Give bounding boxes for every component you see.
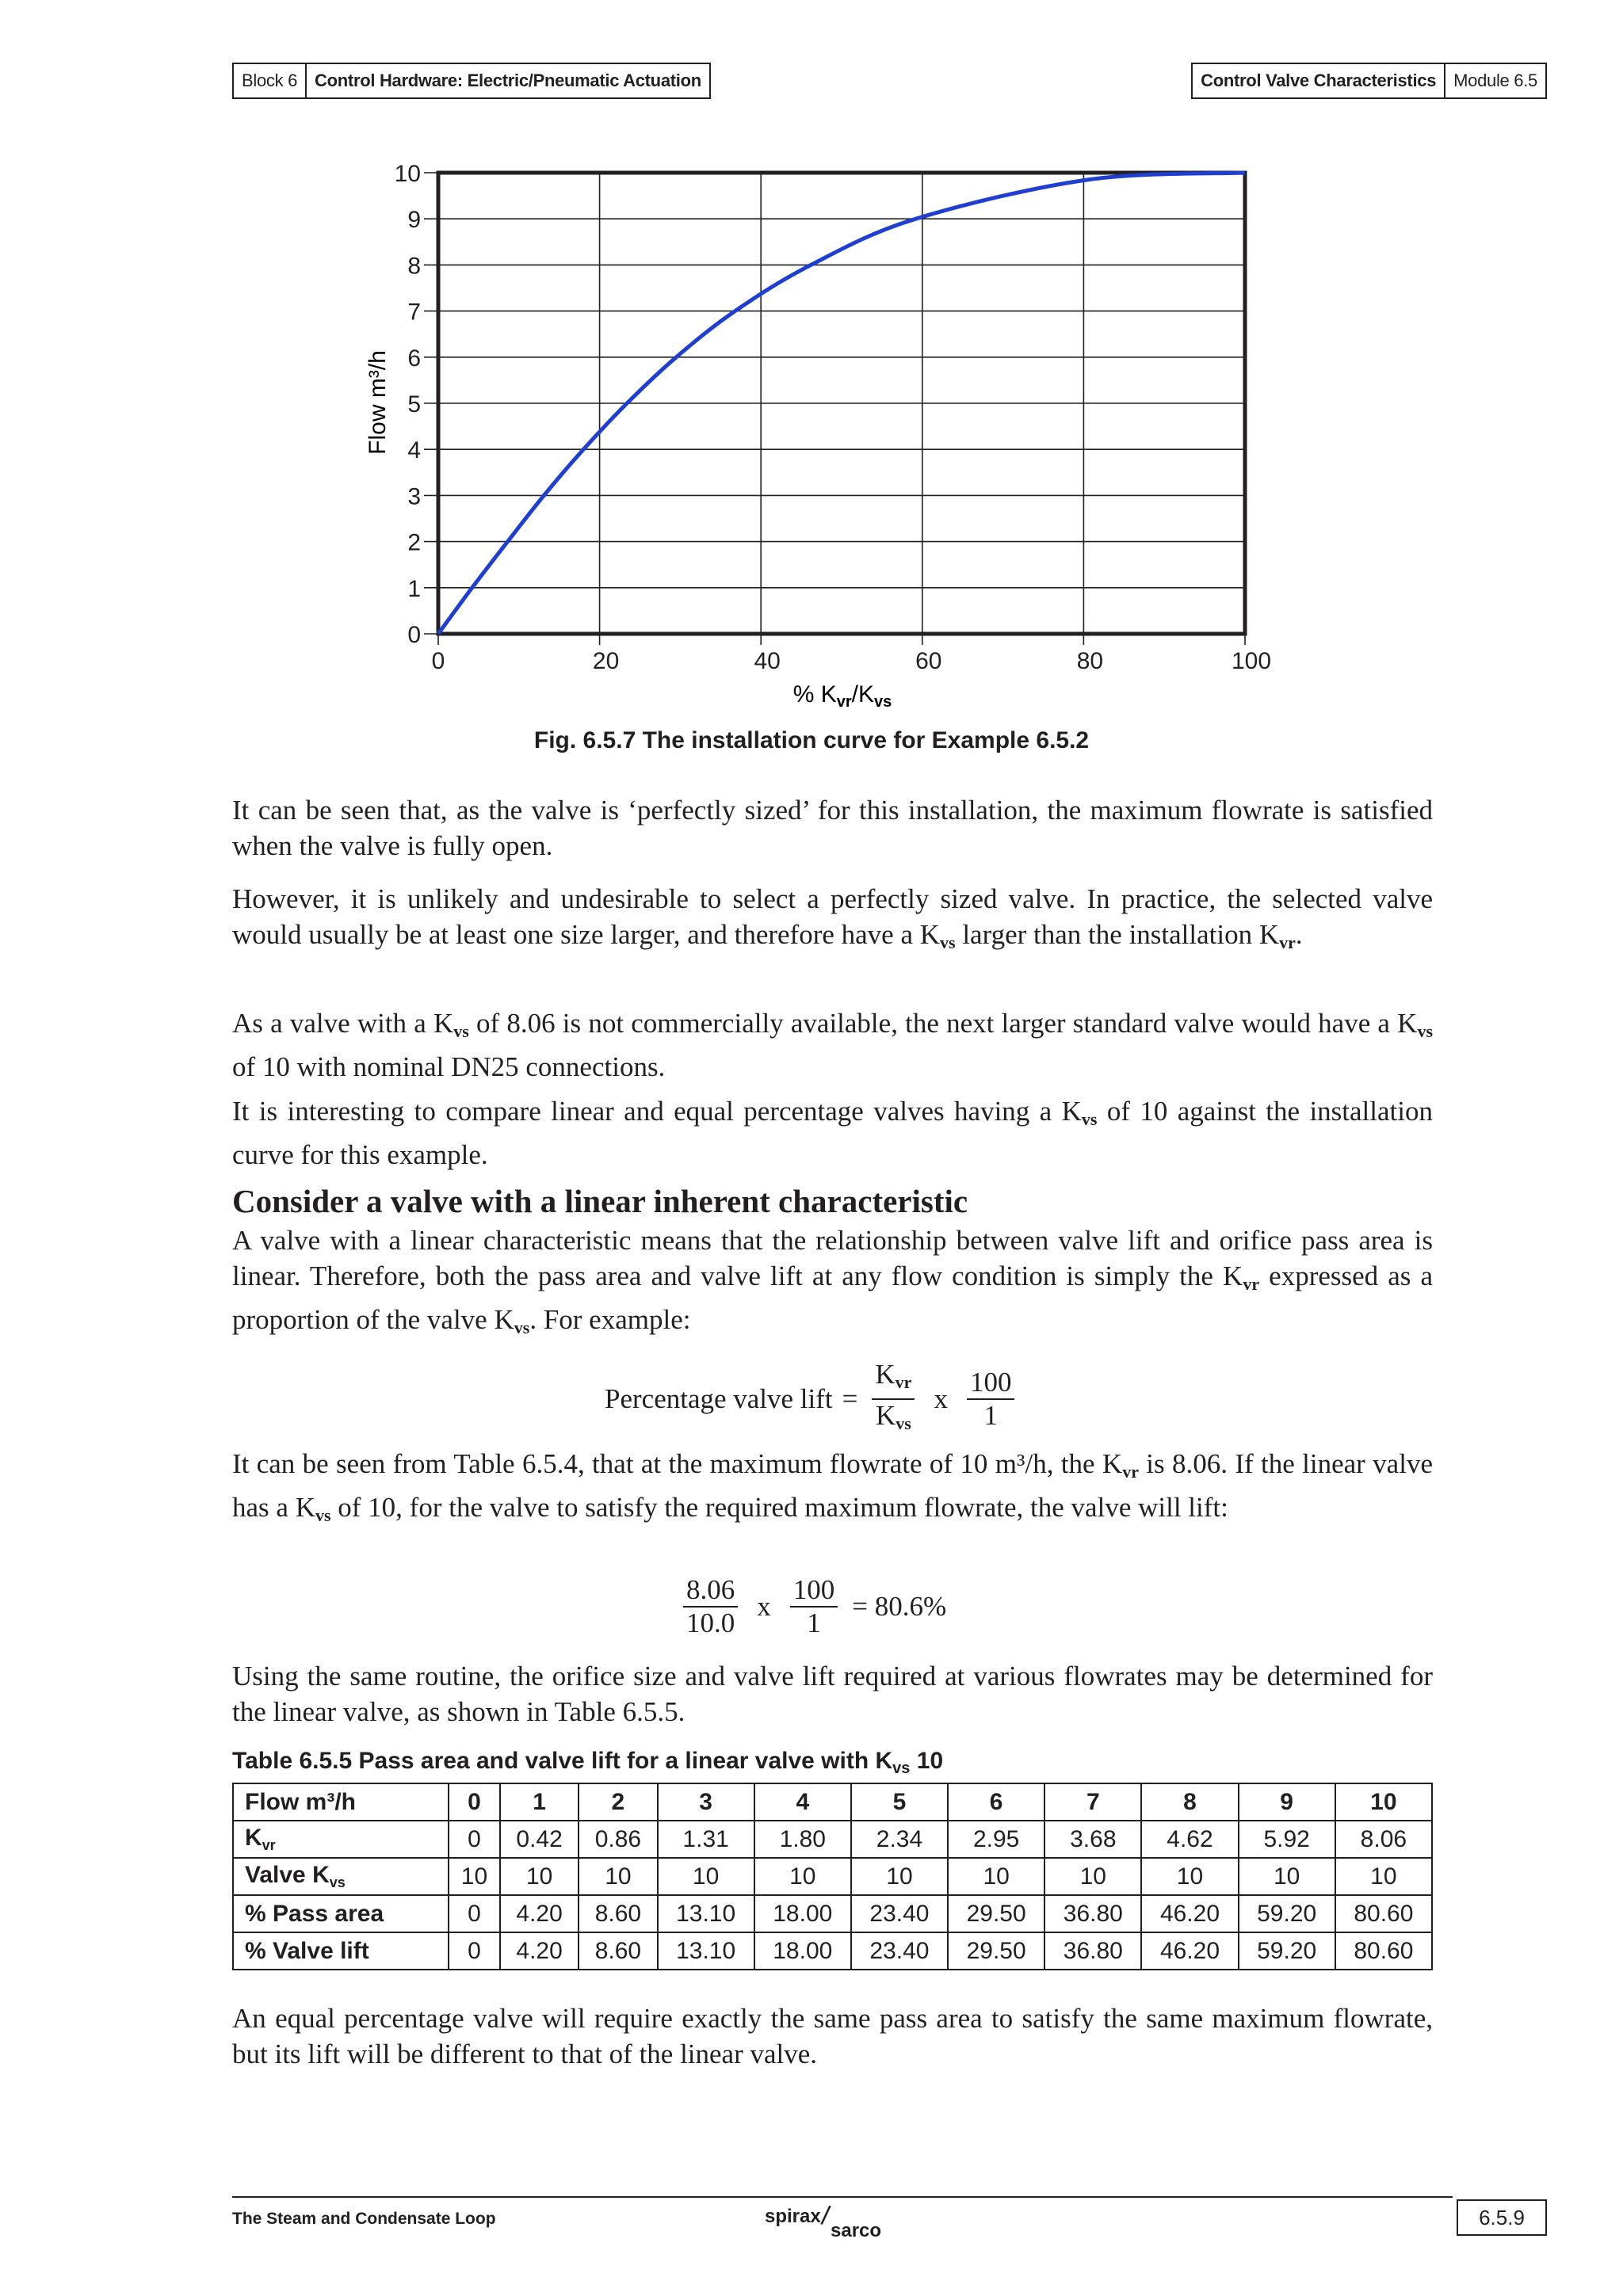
table-column-header: 10 [1335,1783,1432,1821]
table-row-label: $K_{vr}$ [233,1821,449,1858]
paragraph-max-flowrate: It can be seen from Table 6.5.4, that at the maximum flowrate of 10 m³/h, the $K_{vr}$ is 8.06. If the linear valve has a $K_{vs}$ of 10, for the valve to satisfy the required maximum flowrate, the valve will lift: [232,1448,1433,1525]
table-header-row [233,1783,1432,1821]
formula-percentage-lift: Percentage valve lift = $\frac{K_{vr}}{K_{vs}}$ x $\frac{100}{1}$ [605,1360,1019,1439]
table-cell: 13.10 [658,1932,754,1970]
y-tick-label: 9 [407,207,421,234]
table-cell: 0 [449,1932,500,1970]
table-column-header: 7 [1044,1783,1141,1821]
x-axis-label: % $K_{vr}/K_{vs}$ [792,681,892,711]
module-title: Control Valve Characteristics [1201,71,1437,90]
y-tick-label: 5 [407,391,421,418]
table-cell: 10 [1335,1858,1432,1895]
section-heading: Consider a valve with a linear inherent characteristic [232,1183,968,1219]
table-column-header: 0 [449,1783,500,1821]
table-row [233,1932,1432,1970]
table-cell: 10 [1141,1858,1238,1895]
table-cell: 29.50 [948,1895,1044,1932]
x-tick-label: 40 [754,648,781,674]
paragraph-perfectly-sized: It can be seen that, as the valve is ‘perfectly sized’ for this installation, the maximum flowrate is satisfied when the valve is fully open. [232,795,1433,861]
table-cell: 10 [851,1858,948,1895]
y-axis-label: Flow m³/h [365,350,391,455]
y-tick-label: 6 [407,345,421,372]
table-cell: 10 [449,1858,500,1895]
table-cell: 2.95 [948,1821,1044,1858]
table-cell: 80.60 [1335,1932,1432,1970]
table-cell: 46.20 [1141,1895,1238,1932]
table-row-label: % Valve lift [233,1932,449,1970]
table-cell: 10 [754,1858,851,1895]
table-cell: 0 [449,1895,500,1932]
page-number: 6.5.9 [1457,2199,1547,2236]
table-cell: 2.34 [851,1821,948,1858]
table-cell: 29.50 [948,1932,1044,1970]
table-cell: 13.10 [658,1895,754,1932]
y-tick-label: 8 [407,253,421,280]
table-cell: 10 [658,1858,754,1895]
table-cell: 8.60 [579,1932,657,1970]
figure-caption: Fig. 6.5.7 The installation curve for Example 6.5.2 [533,727,1090,753]
table-column-header: 8 [1141,1783,1238,1821]
table-cell: 23.40 [851,1895,948,1932]
table-cell: 8.06 [1335,1821,1432,1858]
table-column-header: 9 [1239,1783,1335,1821]
table-cell: 4.20 [500,1895,579,1932]
table-row-label: Valve $K_{vs}$ [233,1858,449,1895]
y-tick-label: 10 [394,161,421,187]
x-tick-label: 60 [915,648,942,674]
x-tick-label: 20 [592,648,620,674]
y-tick-label: 1 [407,575,421,602]
table-column-header: 1 [500,1783,579,1821]
table-cell: 10 [500,1858,579,1895]
formula-valve-lift-result: $\frac{8.06}{10.0}$ x $\frac{100}{1}$ = 80.6% [678,1575,946,1638]
table-cell: 5.92 [1239,1821,1335,1858]
x-tick-label: 80 [1076,648,1104,674]
table-cell: 4.62 [1141,1821,1238,1858]
table-row [233,1821,1432,1858]
table-cell: 23.40 [851,1932,948,1970]
y-tick-label: 0 [407,622,421,648]
table-column-header: 4 [754,1783,851,1821]
y-tick-label: 3 [407,483,421,510]
table-cell: 18.00 [754,1932,851,1970]
paragraph-same-routine: Using the same routine, the orifice size and valve lift required at various flowrates may be determined for the linear valve, as shown in Table 6.5.5. [232,1661,1433,1727]
block-label: Block 6 [242,71,298,90]
linear-valve-table [232,1783,1433,1970]
table-column-header: 6 [948,1783,1044,1821]
table-cell: 4.20 [500,1932,579,1970]
paragraph-oversized-valve: However, it is unlikely and undesirable to select a perfectly sized valve. In practice, the selected valve would usually be at least one size larger, and therefore have a $K_{vs}$ larger than the installation $K_{vr}$. [232,883,1433,952]
table-cell: 10 [948,1858,1044,1895]
table-cell: 36.80 [1044,1895,1141,1932]
table-row [233,1895,1432,1932]
paragraph-compare-valves: It is interesting to compare linear and equal percentage valves having a $K_{vs}$ of 10 against the installation curve for this example. [232,1096,1433,1170]
footer-divider [232,2196,1453,2198]
table-row-label: % Pass area [233,1895,449,1932]
y-tick-label: 4 [407,437,421,464]
table-cell: 3.68 [1044,1821,1141,1858]
installation-curve-chart [0,0,1623,721]
table-cell: 18.00 [754,1895,851,1932]
table-cell: 0.42 [500,1821,579,1858]
y-tick-label: 7 [407,299,421,326]
paragraph-standard-valve: As a valve with a $K_{vs}$ of 8.06 is not commercially available, the next larger standard valve would have a $K_{vs}$ of 10 with nominal DN25 connections. [232,1008,1433,1082]
footer-title: The Steam and Condensate Loop [232,2210,496,2228]
block-title: Control Hardware: Electric/Pneumatic Actuation [305,64,709,97]
table-cell: 59.20 [1239,1895,1335,1932]
table-cell: 0 [449,1821,500,1858]
table-row [233,1858,1432,1895]
x-tick-label: 100 [1231,648,1272,674]
table-cell: 0.86 [579,1821,657,1858]
x-tick-label: 0 [431,648,445,674]
table-cell: 46.20 [1141,1932,1238,1970]
table-cell: 10 [1044,1858,1141,1895]
table-cell: 36.80 [1044,1932,1141,1970]
paragraph-equal-percentage: An equal percentage valve will require exactly the same pass area to satisfy the same maximum flowrate, but its lift will be different to that of the linear valve. [232,2003,1433,2069]
table-column-header: 2 [579,1783,657,1821]
table-cell: 10 [1239,1858,1335,1895]
table-cell: 80.60 [1335,1895,1432,1932]
table-header-label: Flow m³/h [233,1783,449,1821]
table-column-header: 5 [851,1783,948,1821]
table-column-header: 3 [658,1783,754,1821]
module-label: Module 6.5 [1444,64,1545,97]
table-title: Table 6.5.5 Pass area and valve lift for a linear valve with $K_{vs}$ 10 [232,1748,944,1777]
table-cell: 1.80 [754,1821,851,1858]
y-tick-label: 2 [407,529,421,556]
table-cell: 59.20 [1239,1932,1335,1970]
table-cell: 1.31 [658,1821,754,1858]
table-cell: 8.60 [579,1895,657,1932]
paragraph-linear-characteristic: A valve with a linear characteristic means that the relationship between valve lift and orifice pass area is linear. Therefore, both the pass area and valve lift at any flow condition is simply the $K_{vr}$ expressed as a proportion of the valve $K_{vs}$. For example: [232,1225,1434,1337]
table-cell: 10 [579,1858,657,1895]
